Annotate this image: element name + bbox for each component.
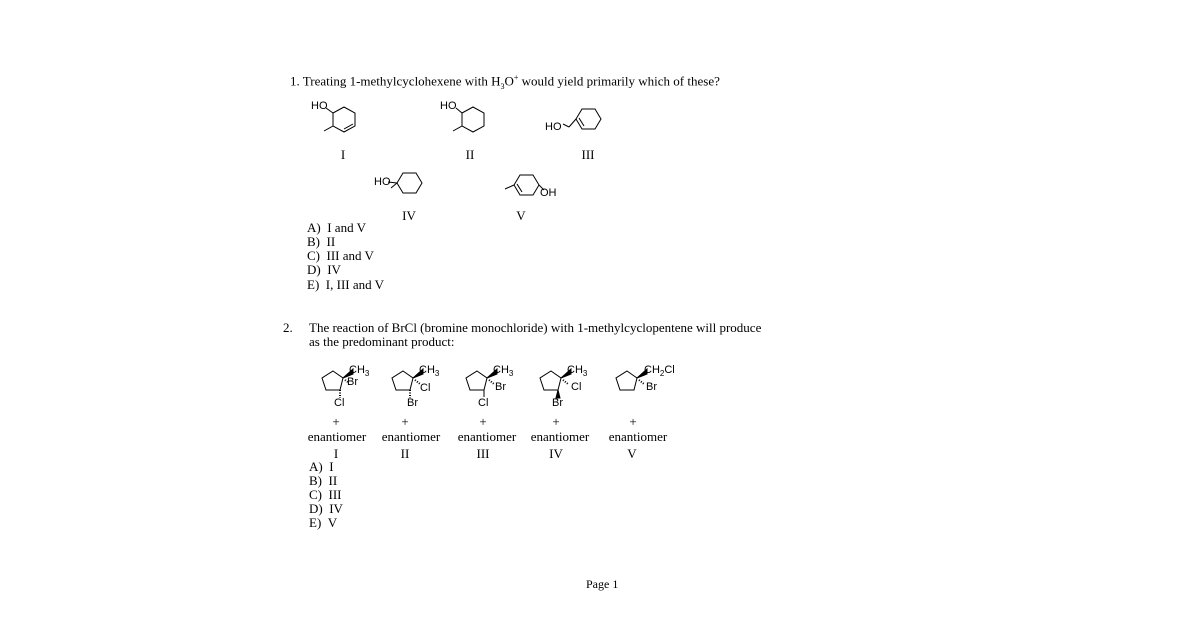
q2-s2-enant: enantiomer bbox=[381, 429, 441, 444]
q2-s4-bottom: Br bbox=[552, 397, 563, 409]
q2-s3-roman: III bbox=[476, 446, 490, 461]
q2-s1-plus: + bbox=[332, 414, 340, 429]
q1-choice-text: I, III and V bbox=[325, 277, 385, 292]
q1-s5-roman: V bbox=[516, 208, 526, 223]
q1-choice-letter: D) bbox=[307, 262, 321, 277]
q2-s3-bottom: Cl bbox=[478, 397, 489, 409]
q1-choice-letter: A) bbox=[307, 220, 321, 235]
q1-s3-ho: HO bbox=[545, 121, 562, 133]
q2-choice-e[interactable] bbox=[309, 516, 337, 530]
q1-choice-text: II bbox=[326, 234, 336, 249]
q2-choice-letter: D) bbox=[309, 501, 323, 516]
q2-s5-side: Br bbox=[646, 381, 657, 393]
q1-s2-roman: II bbox=[465, 147, 475, 162]
q2-s1-enant: enantiomer bbox=[307, 429, 367, 444]
q2-number: 2. bbox=[283, 320, 293, 335]
q2-s5-plus: + bbox=[629, 414, 637, 429]
q1-s4-roman: IV bbox=[402, 208, 416, 223]
q2-s1-roman: I bbox=[333, 446, 339, 461]
q1-choice-letter: B) bbox=[307, 234, 320, 249]
q1-s3-roman: III bbox=[581, 147, 595, 162]
q2-choice-text: III bbox=[328, 487, 342, 502]
q2-s4-roman: IV bbox=[549, 446, 563, 461]
q2-line2: as the predominant product: bbox=[309, 334, 455, 349]
q2-choice-d[interactable] bbox=[309, 502, 343, 516]
q2-s2-roman: II bbox=[400, 446, 410, 461]
q2-choice-c[interactable] bbox=[309, 488, 342, 502]
q1-s2-ho: HO bbox=[440, 100, 457, 112]
q2-s3-ch3: $CH_3$ bbox=[493, 364, 514, 379]
q2-choice-letter: A) bbox=[309, 459, 323, 474]
q2-line1: The reaction of BrCl (bromine monochloride) with 1-methylcyclopentene will produce bbox=[309, 320, 762, 335]
q2-s5-ch2cl: $CH_2Cl$ bbox=[644, 364, 675, 379]
q2-s4-enant: enantiomer bbox=[530, 429, 590, 444]
q2-s1-side: Br bbox=[347, 376, 358, 388]
q2-s1-bottom: Cl bbox=[334, 397, 345, 409]
q1-choice-letter: E) bbox=[307, 277, 320, 292]
q2-s4-ch3: $CH_3$ bbox=[567, 364, 588, 379]
q2-choice-b[interactable] bbox=[309, 474, 337, 488]
q2-structure-5 bbox=[616, 369, 647, 390]
q1-text-after: would yield primarily which of these? bbox=[518, 73, 720, 89]
q2-choice-a[interactable] bbox=[309, 460, 334, 474]
page-number: Page 1 bbox=[586, 577, 619, 591]
q1-text-o: O bbox=[504, 73, 514, 89]
q2-s2-plus: + bbox=[401, 414, 409, 429]
q1-choice-text: III and V bbox=[326, 248, 374, 263]
q1-sub: 3 bbox=[500, 81, 505, 91]
q2-s2-ch3: $CH_3$ bbox=[419, 364, 440, 379]
q2-choice-letter: E) bbox=[309, 515, 322, 530]
q2-s3-enant: enantiomer bbox=[457, 429, 517, 444]
q1-choice-text: I and V bbox=[327, 220, 366, 235]
q2-choice-text: II bbox=[328, 473, 338, 488]
q2-s1-ch3: $CH_3$ bbox=[349, 364, 370, 379]
q1-s1-ho: HO bbox=[311, 100, 328, 112]
q1-s1-roman: I bbox=[340, 147, 346, 162]
q2-choice-letter: B) bbox=[309, 473, 322, 488]
q2-s3-side: Br bbox=[495, 381, 506, 393]
q2-choice-text: V bbox=[327, 515, 338, 530]
q2-s4-side: Cl bbox=[571, 381, 582, 393]
q2-choice-letter: C) bbox=[309, 487, 322, 502]
q2-s4-plus: + bbox=[552, 414, 560, 429]
q2-s3-plus: + bbox=[479, 414, 487, 429]
q2-s5-enant: enantiomer bbox=[608, 429, 668, 444]
q2-s2-side: Cl bbox=[420, 382, 431, 394]
q2-s5-roman: V bbox=[627, 446, 637, 461]
q2-s2-bottom: Br bbox=[407, 397, 418, 409]
q1-choice-letter: C) bbox=[307, 248, 320, 263]
q2-choice-text: I bbox=[329, 459, 334, 474]
q1-choice-text: IV bbox=[327, 262, 341, 277]
q2-choice-text: IV bbox=[329, 501, 343, 516]
q1-s4-ho: HO bbox=[374, 176, 391, 188]
q1-sup: + bbox=[513, 73, 519, 82]
q1-s5-oh: OH bbox=[540, 187, 557, 199]
q1-text-before: 1. Treating 1-methylcyclohexene with H bbox=[290, 73, 501, 89]
